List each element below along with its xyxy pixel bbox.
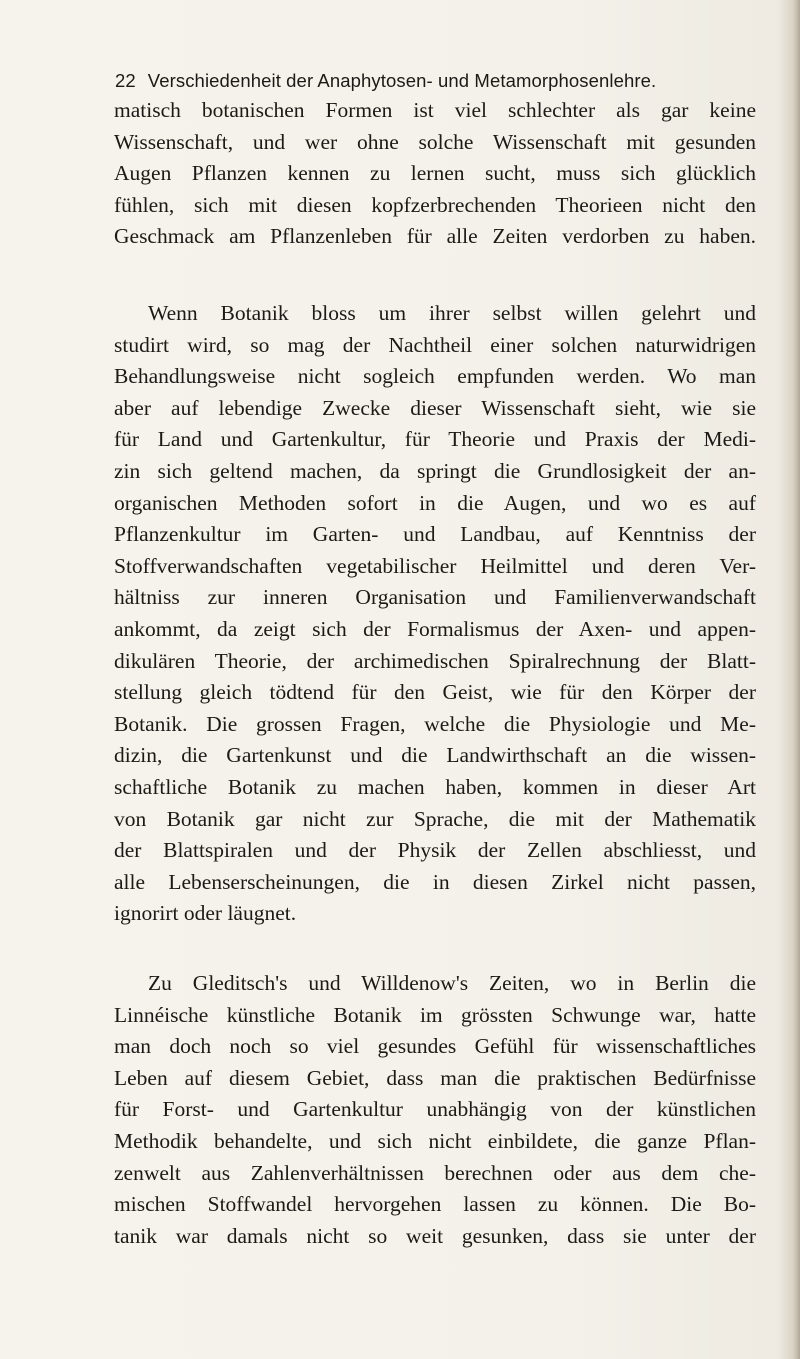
text-line: matisch botanischen Formen ist viel schlechter als gar keine — [114, 98, 756, 122]
text-line: für Land und Gartenkultur, für Theorie und Praxis der Medi- — [114, 427, 756, 452]
page-number: 22 — [115, 70, 136, 91]
text-line: aber auf lebendige Zwecke dieser Wissenschaft sieht, wie sie — [114, 395, 756, 420]
text-line: der Blattspiralen und der Physik der Zellen abschliesst, und — [114, 838, 756, 863]
text-line: dizin, die Gartenkunst und die Landwirthschaft an die wissen- — [114, 743, 756, 768]
paragraph-3 — [114, 968, 756, 1252]
running-title: Verschiedenheit der Anaphytosen- und Metamorphosenlehre. — [147, 70, 657, 91]
text-line: ignorirt oder läugnet. — [114, 901, 297, 926]
text-line: studirt wird, so mag der Nachtheil einer solchen naturwidrigen — [114, 332, 756, 357]
text-line: Augen Pflanzen kennen zu lernen sucht, muss sich glücklich — [114, 161, 756, 186]
paragraph-2 — [114, 298, 756, 930]
text-line: fühlen, sich mit diesen kopfzerbrechenden Theorieen nicht den — [114, 192, 756, 217]
text-line: alle Lebenserscheinungen, die in diesen Zirkel nicht passen, — [114, 869, 756, 894]
text-line: Botanik. Die grossen Fragen, welche die Physiologie und Me- — [114, 711, 756, 736]
text-line: stellung gleich tödtend für den Geist, wie für den Körper der — [114, 680, 756, 705]
text-line: Linnéische künstliche Botanik im grössten Schwunge war, hatte — [114, 1002, 756, 1027]
text-line: organischen Methoden sofort in die Augen, und wo es auf — [114, 490, 756, 515]
text-line: für Forst- und Gartenkultur unabhängig von der künstlichen — [114, 1097, 756, 1122]
text-line: hältniss zur inneren Organisation und Familienverwandschaft — [114, 585, 756, 610]
text-line: Leben auf diesem Gebiet, dass man die praktischen Bedürfnisse — [114, 1065, 756, 1090]
text-line: Wenn Botanik bloss um ihrer selbst willen gelehrt und — [148, 301, 756, 325]
text-line: Pflanzenkultur im Garten- und Landbau, auf Kenntniss der — [114, 522, 756, 547]
running-head — [115, 70, 755, 92]
text-line: dikulären Theorie, der archimedischen Spiralrechnung der Blatt- — [114, 648, 756, 673]
text-line: von Botanik gar nicht zur Sprache, die mit der Mathematik — [114, 806, 756, 831]
text-line: Behandlungsweise nicht sogleich empfunden werden. Wo man — [114, 364, 756, 389]
text-line: mischen Stoffwandel hervorgehen lassen zu können. Die Bo- — [114, 1192, 756, 1217]
text-line: tanik war damals nicht so weit gesunken, dass sie unter der — [114, 1223, 756, 1248]
text-line: Zu Gleditsch's und Willdenow's Zeiten, wo in Berlin die — [148, 971, 756, 995]
page-edge-shadow — [778, 0, 800, 1359]
text-line: schaftliche Botanik zu machen haben, kommen in dieser Art — [114, 774, 756, 799]
text-line: man doch noch so viel gesundes Gefühl für wissenschaftliches — [114, 1034, 756, 1059]
text-line: zin sich geltend machen, da springt die Grundlosigkeit der an- — [114, 458, 756, 483]
text-line: Wissenschaft, und wer ohne solche Wissenschaft mit gesunden — [114, 129, 756, 154]
text-line: Stoffverwandschaften vegetabilischer Heilmittel und deren Ver- — [114, 553, 756, 578]
paragraph-1 — [114, 95, 756, 253]
text-line: zenwelt aus Zahlenverhältnissen berechnen oder aus dem che- — [114, 1160, 756, 1185]
text-line: ankommt, da zeigt sich der Formalismus der Axen- und appen- — [114, 616, 756, 641]
text-line: Methodik behandelte, und sich nicht einbildete, die ganze Pflan- — [114, 1128, 756, 1153]
text-line: Geschmack am Pflanzenleben für alle Zeiten verdorben zu haben. — [114, 224, 756, 249]
